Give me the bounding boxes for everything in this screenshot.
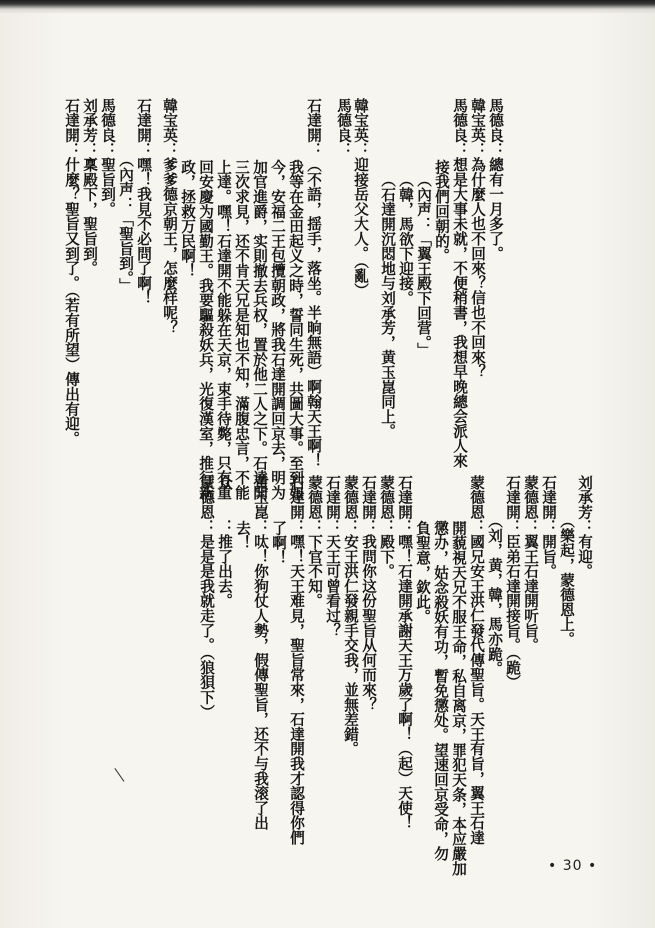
script-line: 蒙德恩：翼王石達開听旨。 — [522, 475, 539, 653]
script-line: 石達開：臣弟石達開接旨。（跪） — [504, 475, 521, 690]
script-line: 負聖意，欽此。 — [414, 491, 431, 625]
script-line: 石達開：嘿！天王难見，聖旨常來，石達開我才認得你們 — [288, 475, 305, 845]
script-line: （刘，黄，韓，馬亦跪。 — [486, 491, 503, 677]
script-line: 了啊！ — [270, 491, 287, 565]
script-line: 回安慶为國勤王。我要驅殺妖兵，光復漢室，推行新 — [197, 130, 214, 500]
scan-top-edge — [0, 0, 655, 14]
script-line: 馬德良： — [335, 98, 352, 158]
pencil-mark — [114, 762, 132, 781]
script-line: （韓，馬欲下迎接。 — [397, 150, 414, 306]
script-line: 黄玉崑：呔！你狗仗人勢，假傳聖旨，还不与我滚了出 — [252, 475, 269, 831]
script-line: 馬德良：聖旨到。 — [99, 98, 116, 217]
script-line: 石達開：嘿！石達開承謝天王万歲了啊！（起）天使！ — [396, 475, 413, 831]
script-line: 刘承芳：有迎。 — [576, 475, 593, 579]
script-line: 加官進爵，实則撤去兵权，置於他二人之下。石達開 — [251, 130, 268, 500]
script-line: 懲办，姑念殺妖有功，暫免懲处。望速回京受命，勿 — [432, 491, 449, 861]
script-line: 馬德良：總有一月多了。 — [487, 98, 504, 261]
script-line: 众 ：推了出去。 — [216, 475, 233, 609]
script-line: 政，拯救万民啊！ — [179, 130, 196, 278]
script-line: 韓宝英：為什麼人也不回來？信也不回來？ — [469, 98, 486, 380]
script-line: 石達開：開旨。 — [540, 475, 557, 579]
script-line: 蒙德恩：是是是我就走了。（狼狽下） — [198, 475, 215, 720]
script-line: （樂起，蒙德恩上。 — [558, 491, 575, 647]
script-line: 石達開：我問你这份聖旨从何而來？ — [360, 475, 377, 712]
script-line: 開藐視天兄不服王命，私自离京，罪犯天条，本应嚴加 — [450, 491, 467, 876]
script-line: 去！ — [234, 491, 251, 551]
script-line: 三次求見，还不肯天兄是知也不知，滿腹忠言，不能 — [233, 130, 250, 500]
script-line: （內声：「聖旨到。」 — [117, 130, 134, 293]
script-line: 韓宝英：爹爹德京朝王，怎麼样呢？ — [161, 98, 178, 335]
script-line: 蒙德恩：下官不知。 — [306, 475, 323, 609]
script-line: 接我們回朝的。 — [433, 130, 450, 264]
script-line: （石達開沉悶地与刘承芳，黄玉崑同上。 — [379, 150, 396, 439]
script-line: 蒙德恩：殿下。 — [378, 475, 395, 579]
script-line: 上達。嘿！石達開不能躲在天京，束手待斃，只有重 — [215, 130, 232, 500]
script-line: 蒙德恩：安王洪仁發親手交我，並無差錯。 — [342, 475, 359, 757]
script-line: 韓宝英：迎接岳父大人。（亂） — [352, 98, 369, 298]
script-line: 石達開：天王可曾看过？ — [324, 475, 341, 638]
script-line: 石達開：什麼？聖旨又到了。（若有所望）傳出有迎。 — [63, 98, 80, 446]
script-line: 今，安福二王包攬朝政，將我石達開調回京去，明为 — [269, 130, 286, 500]
script-line: 刘承芳：稟殿下，聖旨到。 — [81, 98, 98, 276]
script-line: 我等在金田起义之時，誓同生死，共圖大事。至到如 — [287, 130, 304, 500]
page-number: • 30 • — [548, 858, 598, 874]
script-line: 石達開：嘿！我見不必問了啊！ — [135, 98, 152, 306]
script-line: （內声：「翼王殿下回营。」 — [415, 150, 432, 358]
script-line: 蒙德恩：國兄安王洪仁發代傳聖旨。天王有旨，翼王石達 — [468, 475, 485, 845]
script-line: 石達開：（不語，揺手，落坐。半晌無語）啊翰天王啊！ — [305, 98, 322, 468]
script-line: 馬德良：想是大事未就，不便稍書，我想早晚總会派人來 — [451, 98, 468, 468]
